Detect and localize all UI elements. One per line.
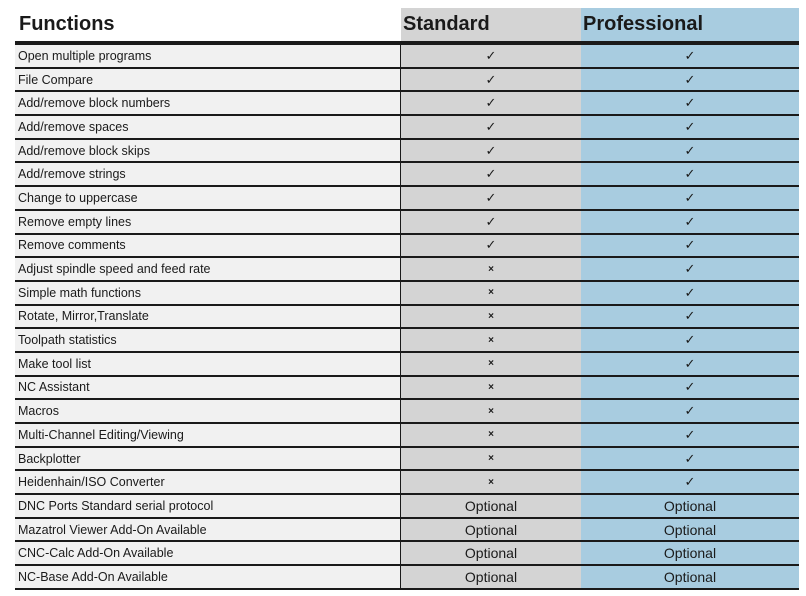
professional-value-cell: Optional xyxy=(581,542,799,564)
table-body xyxy=(15,45,799,590)
function-name-cell: Mazatrol Viewer Add-On Available xyxy=(15,519,401,541)
professional-value-cell: ✓ xyxy=(581,471,799,493)
professional-value-cell: Optional xyxy=(581,519,799,541)
table-row xyxy=(15,187,799,211)
table-row xyxy=(15,471,799,495)
table-row xyxy=(15,258,799,282)
standard-value-cell: Optional xyxy=(401,542,581,564)
standard-value-cell: × xyxy=(401,306,581,328)
standard-value-cell: × xyxy=(401,282,581,304)
standard-value-cell: ✓ xyxy=(401,140,581,162)
table-row xyxy=(15,519,799,543)
table-row xyxy=(15,211,799,235)
standard-value-cell: × xyxy=(401,400,581,422)
professional-value-cell: ✓ xyxy=(581,45,799,67)
standard-value-cell: ✓ xyxy=(401,163,581,185)
professional-value-cell: ✓ xyxy=(581,235,799,257)
table-row xyxy=(15,116,799,140)
function-name-cell: Toolpath statistics xyxy=(15,329,401,351)
standard-value-cell: ✓ xyxy=(401,69,581,91)
professional-value-cell: ✓ xyxy=(581,448,799,470)
standard-value-cell: Optional xyxy=(401,495,581,517)
professional-value-cell: ✓ xyxy=(581,377,799,399)
function-name-cell: Change to uppercase xyxy=(15,187,401,209)
function-name-cell: NC-Base Add-On Available xyxy=(15,566,401,588)
standard-value-cell: ✓ xyxy=(401,211,581,233)
table-row xyxy=(15,69,799,93)
standard-value-cell: × xyxy=(401,258,581,280)
standard-value-cell: × xyxy=(401,329,581,351)
header-standard: Standard xyxy=(401,8,581,41)
table-header xyxy=(15,8,799,41)
professional-value-cell: ✓ xyxy=(581,306,799,328)
standard-value-cell: ✓ xyxy=(401,92,581,114)
standard-value-cell: × xyxy=(401,377,581,399)
professional-value-cell: ✓ xyxy=(581,116,799,138)
function-name-cell: Multi-Channel Editing/Viewing xyxy=(15,424,401,446)
table-row xyxy=(15,424,799,448)
table-row xyxy=(15,306,799,330)
professional-value-cell: ✓ xyxy=(581,424,799,446)
standard-value-cell: × xyxy=(401,471,581,493)
professional-value-cell: ✓ xyxy=(581,400,799,422)
function-name-cell: Add/remove spaces xyxy=(15,116,401,138)
function-name-cell: Add/remove block numbers xyxy=(15,92,401,114)
standard-value-cell: × xyxy=(401,424,581,446)
function-name-cell: File Compare xyxy=(15,69,401,91)
function-name-cell: Heidenhain/ISO Converter xyxy=(15,471,401,493)
function-name-cell: CNC-Calc Add-On Available xyxy=(15,542,401,564)
standard-value-cell: Optional xyxy=(401,566,581,588)
function-name-cell: DNC Ports Standard serial protocol xyxy=(15,495,401,517)
function-name-cell: Remove empty lines xyxy=(15,211,401,233)
feature-comparison-table xyxy=(15,8,799,590)
table-row xyxy=(15,448,799,472)
table-row xyxy=(15,92,799,116)
function-name-cell: NC Assistant xyxy=(15,377,401,399)
function-name-cell: Simple math functions xyxy=(15,282,401,304)
table-row xyxy=(15,282,799,306)
professional-value-cell: ✓ xyxy=(581,187,799,209)
professional-value-cell: Optional xyxy=(581,495,799,517)
standard-value-cell: ✓ xyxy=(401,187,581,209)
function-name-cell: Add/remove block skips xyxy=(15,140,401,162)
standard-value-cell: ✓ xyxy=(401,235,581,257)
function-name-cell: Make tool list xyxy=(15,353,401,375)
professional-value-cell: ✓ xyxy=(581,163,799,185)
professional-value-cell: ✓ xyxy=(581,353,799,375)
table-row xyxy=(15,400,799,424)
professional-value-cell: ✓ xyxy=(581,140,799,162)
function-name-cell: Adjust spindle speed and feed rate xyxy=(15,258,401,280)
professional-value-cell: ✓ xyxy=(581,211,799,233)
function-name-cell: Open multiple programs xyxy=(15,45,401,67)
table-row xyxy=(15,235,799,259)
professional-value-cell: ✓ xyxy=(581,329,799,351)
function-name-cell: Remove comments xyxy=(15,235,401,257)
table-row xyxy=(15,163,799,187)
professional-value-cell: ✓ xyxy=(581,69,799,91)
table-row xyxy=(15,140,799,164)
function-name-cell: Rotate, Mirror,Translate xyxy=(15,306,401,328)
function-name-cell: Add/remove strings xyxy=(15,163,401,185)
table-row xyxy=(15,495,799,519)
table-row xyxy=(15,377,799,401)
header-functions: Functions xyxy=(15,8,401,41)
standard-value-cell: × xyxy=(401,353,581,375)
standard-value-cell: × xyxy=(401,448,581,470)
table-row xyxy=(15,329,799,353)
standard-value-cell: Optional xyxy=(401,519,581,541)
standard-value-cell: ✓ xyxy=(401,116,581,138)
professional-value-cell: ✓ xyxy=(581,282,799,304)
table-row xyxy=(15,542,799,566)
standard-value-cell: ✓ xyxy=(401,45,581,67)
professional-value-cell: Optional xyxy=(581,566,799,588)
professional-value-cell: ✓ xyxy=(581,92,799,114)
table-row xyxy=(15,45,799,69)
function-name-cell: Backplotter xyxy=(15,448,401,470)
table-row xyxy=(15,353,799,377)
professional-value-cell: ✓ xyxy=(581,258,799,280)
table-row xyxy=(15,566,799,590)
header-professional: Professional xyxy=(581,8,799,41)
function-name-cell: Macros xyxy=(15,400,401,422)
